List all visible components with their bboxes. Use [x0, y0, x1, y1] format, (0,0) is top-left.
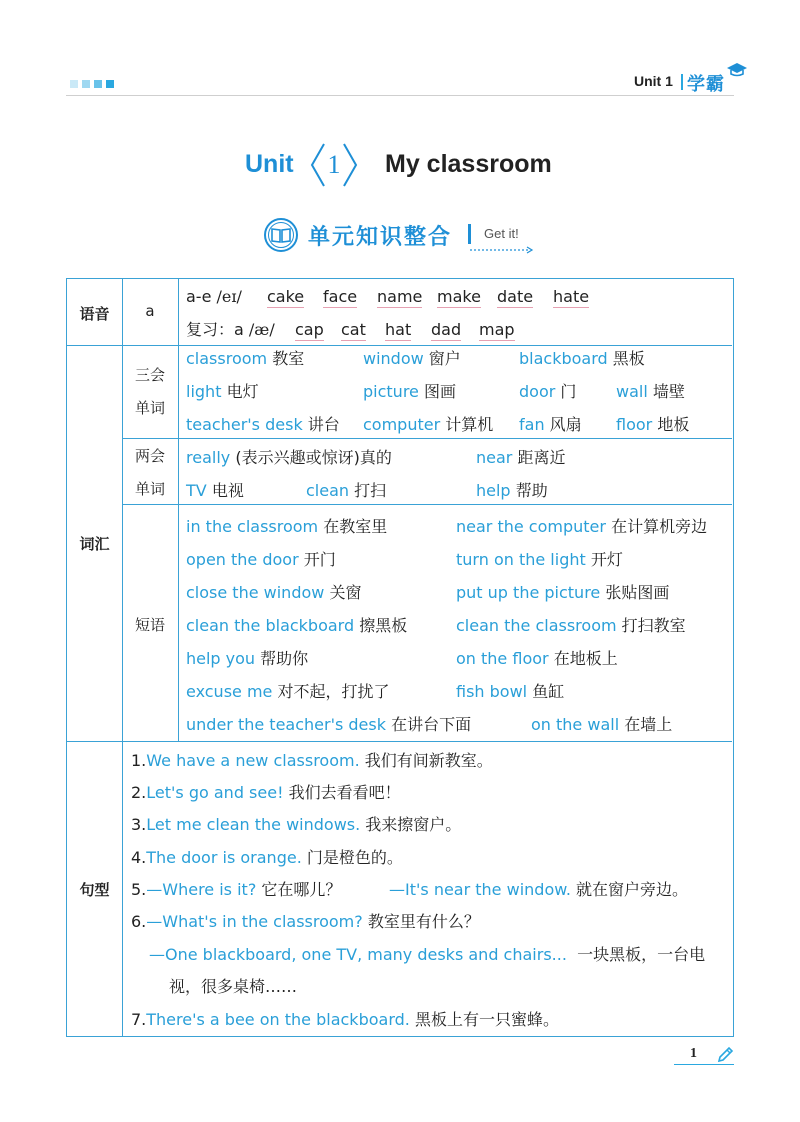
phonics-word: hat	[385, 320, 412, 339]
sanhui-label-1: 三会	[134, 366, 165, 384]
phrase-item: excuse me 对不起，打扰了	[186, 682, 390, 701]
vocab-item: TV 电视	[186, 481, 244, 500]
phrase-item: on the wall 在墙上	[531, 715, 673, 734]
lianghui-label-1: 两会	[134, 447, 165, 465]
vocab-item: door 门	[519, 382, 577, 401]
vocab-label: 词汇	[79, 535, 110, 553]
unit-number: 1	[327, 150, 341, 179]
header-brand: 学霸	[687, 74, 725, 95]
row-divider	[67, 741, 732, 742]
page-number: 1	[690, 1046, 697, 1061]
phonics-word: cat	[341, 320, 366, 339]
vocab-item: computer 计算机	[363, 415, 494, 434]
section-separator	[468, 224, 471, 244]
sentence-item: 4.The door is orange. 门是橙色的。	[131, 848, 403, 867]
phrase-item: help you 帮助你	[186, 649, 309, 668]
lianghui-label-2: 单词	[134, 480, 165, 498]
vocab-item: clean 打扫	[306, 481, 387, 500]
unit-title	[0, 142, 800, 188]
phrase-item: close the window 关窗	[186, 583, 362, 602]
phrase-item: turn on the light 开灯	[456, 550, 623, 569]
sentence-item: 7.There's a bee on the blackboard. 黑板上有一只蜜蜂。	[131, 1010, 559, 1029]
phonics-pattern	[186, 287, 242, 307]
ipa-text: /eɪ/	[216, 287, 242, 306]
sentence-item-continued: 视，很多桌椅……	[169, 977, 298, 996]
unit-name: My classroom	[385, 150, 552, 178]
vocab-item: really (表示兴趣或惊讶)真的	[186, 448, 392, 467]
knowledge-table	[66, 278, 734, 1037]
vocab-item: classroom 教室	[186, 349, 305, 368]
phrase-item: under the teacher's desk 在讲台下面	[186, 715, 472, 734]
col-divider	[178, 279, 179, 741]
sentence-item: 1.We have a new classroom. 我们有间新教室。	[131, 751, 493, 770]
vocab-item: light 电灯	[186, 382, 259, 401]
phrase-item: clean the classroom 打扫教室	[456, 616, 686, 635]
review-text: 复习：a	[186, 320, 244, 339]
dotted-arrow-icon	[470, 246, 534, 254]
section-subtitle: Get it!	[484, 226, 519, 241]
sentence-item: 6.—What's in the classroom? 教室里有什么？	[131, 912, 480, 931]
header-decoration	[70, 80, 114, 88]
sentence-item: 3.Let me clean the windows. 我来擦窗户。	[131, 815, 462, 834]
phonics-word: make	[437, 287, 481, 306]
phrase-item: on the floor 在地板上	[456, 649, 618, 668]
pattern-text: a-e	[186, 287, 212, 306]
phrases-label: 短语	[134, 616, 165, 634]
phonics-review	[186, 320, 275, 340]
vocab-item: wall 墙壁	[616, 382, 685, 401]
phonics-word: dad	[431, 320, 462, 339]
header-divider	[66, 95, 734, 96]
vocab-item: teacher's desk 讲台	[186, 415, 340, 434]
row-divider	[67, 345, 732, 346]
sentence-item: 2.Let's go and see! 我们去看看吧！	[131, 783, 401, 802]
footer-line	[674, 1064, 734, 1065]
vocab-item: help 帮助	[476, 481, 548, 500]
col-divider	[122, 741, 123, 1037]
phonics-word: cake	[267, 287, 305, 306]
sanhui-label-2: 单词	[134, 399, 165, 417]
unit-word: Unit	[245, 150, 294, 178]
book-icon	[263, 217, 299, 253]
sentence-item: 5.—Where is it? 它在哪儿？	[131, 880, 342, 899]
col-divider	[122, 279, 123, 741]
phrase-item: fish bowl 鱼缸	[456, 682, 565, 701]
phrase-item: in the classroom 在教室里	[186, 517, 388, 536]
phrase-item: clean the blackboard 擦黑板	[186, 616, 408, 635]
vocab-item: picture 图画	[363, 382, 456, 401]
header-unit-label: Unit 1	[634, 73, 673, 89]
vocab-item: floor 地板	[616, 415, 690, 434]
vocab-item: blackboard 黑板	[519, 349, 645, 368]
pencil-icon	[716, 1046, 734, 1064]
vocab-item: near 距离近	[476, 448, 566, 467]
vocab-item: window 窗户	[363, 349, 461, 368]
phonics-word: date	[497, 287, 534, 306]
phrase-item: near the computer 在计算机旁边	[456, 517, 708, 536]
vocab-item: fan 风扇	[519, 415, 582, 434]
ipa-text: /æ/	[248, 320, 275, 339]
row-divider	[122, 438, 732, 439]
phonics-word: map	[479, 320, 515, 339]
phrase-item: open the door 开门	[186, 550, 336, 569]
phonics-word: face	[323, 287, 358, 306]
phonics-word: hate	[553, 287, 590, 306]
header-separator	[681, 74, 683, 90]
section-title: 单元知识整合	[308, 225, 453, 250]
phonics-letter: a	[145, 302, 155, 320]
sentence-item: —One blackboard, one TV, many desks and chairs... 一块黑板，一台电	[149, 945, 706, 964]
phrase-item: put up the picture 张贴图画	[456, 583, 670, 602]
phonics-word: cap	[295, 320, 324, 339]
graduation-cap-icon	[726, 62, 748, 78]
sentence-item-reply: —It's near the window. 就在窗户旁边。	[389, 880, 689, 899]
row-divider	[122, 504, 732, 505]
sentences-label: 句型	[79, 881, 110, 899]
phonics-word: name	[377, 287, 423, 306]
phonics-label: 语音	[79, 305, 110, 323]
